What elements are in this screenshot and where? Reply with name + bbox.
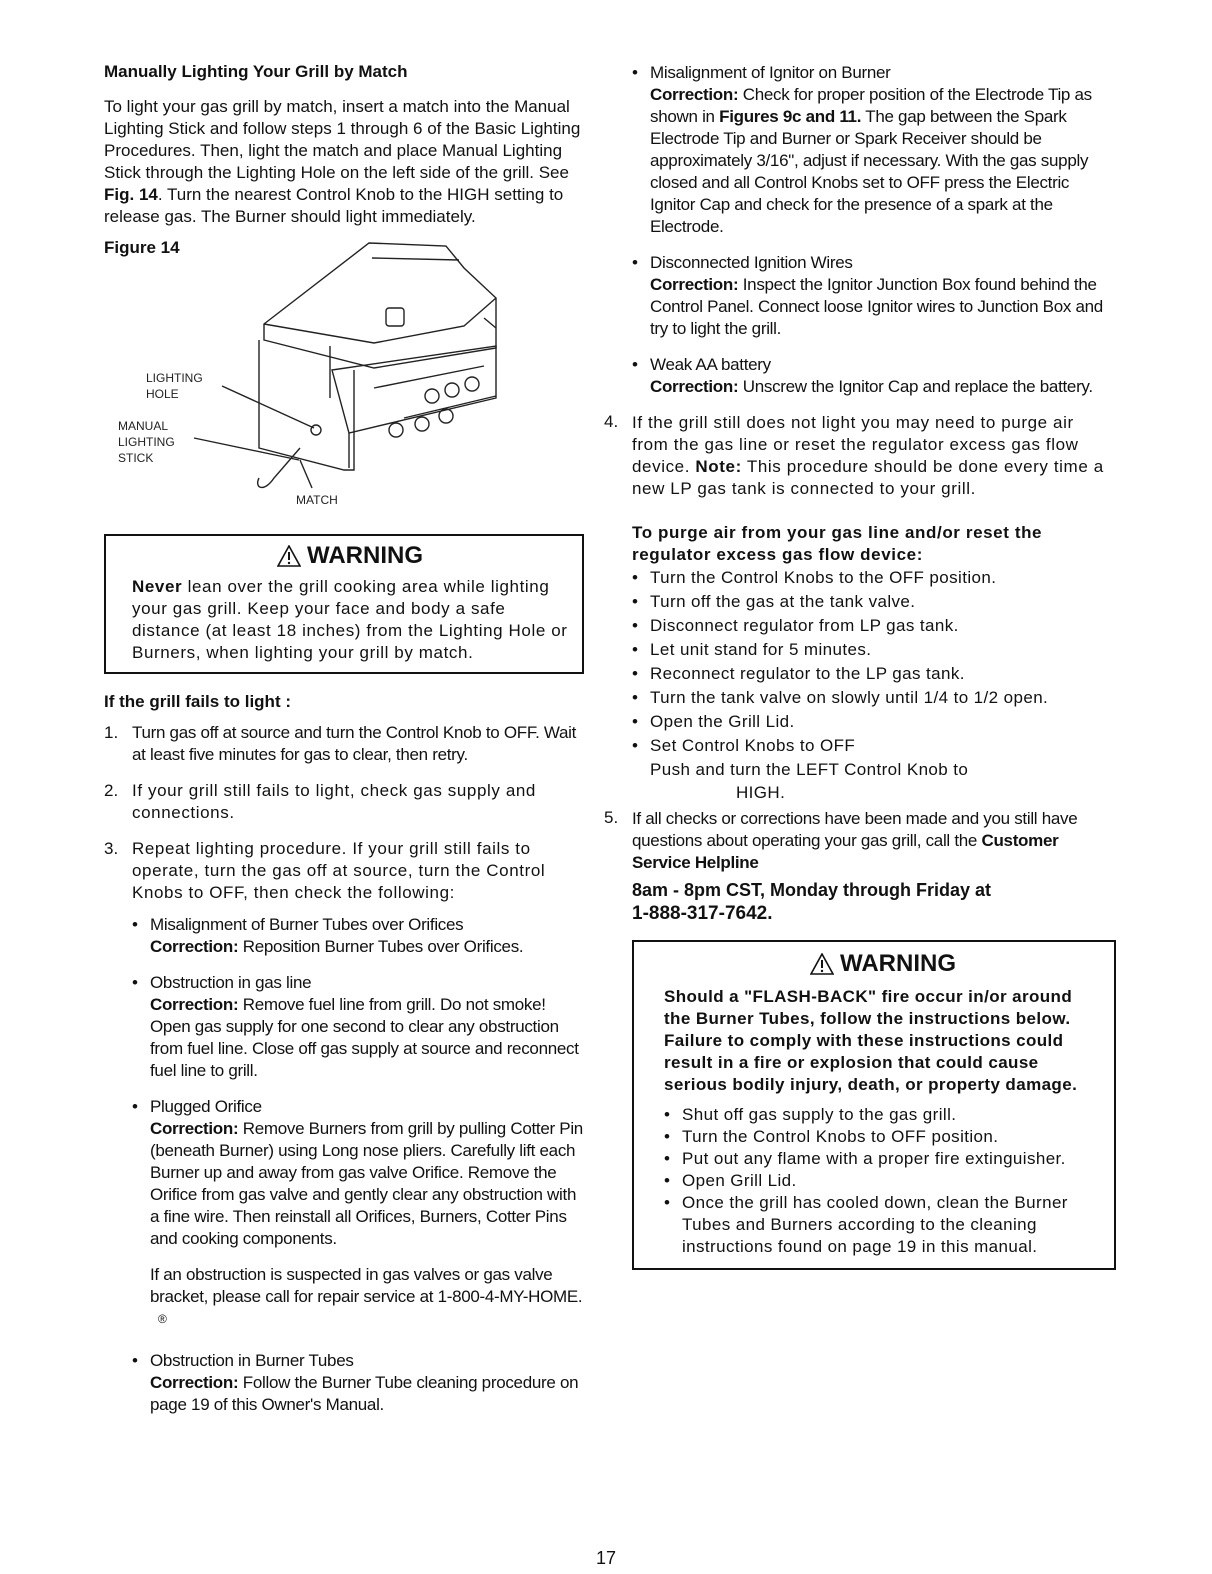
intro-text-a: To light your gas grill by match, insert a match into the Manual Lighting Stick and follow steps 1 through 6 of the Basic Lighting Procedures. Then, light the match and place Manual Lighting Stick through the Lighting Hole on the left side of the grill. See	[104, 97, 581, 182]
list-item	[132, 972, 584, 1082]
repair-note	[150, 1264, 584, 1336]
warning-lead: Never	[132, 577, 183, 596]
control-knob-5	[415, 417, 429, 431]
warning-text	[132, 576, 568, 664]
repair-note-text: If an obstruction is suspected in gas valves or gas valve bracket, please call for repair service at 1-800-4-MY-HOME.	[150, 1265, 583, 1306]
correction-label: Correction:	[650, 275, 739, 294]
warning-title	[132, 542, 568, 570]
list-item: • Turn the Control Knobs to the OFF position.	[632, 566, 1112, 590]
purge-high: HIGH.	[736, 783, 786, 802]
step-4-text-b: This procedure should be done every time a new LP gas tank is connected to your grill.	[632, 457, 1104, 498]
section-heading-manual-lighting: Manually Lighting Your Grill by Match	[104, 62, 408, 81]
step-4-note-label: Note:	[695, 457, 742, 476]
label-hole: HOLE	[146, 387, 179, 401]
flashback-warning-text: Should a "FLASH-BACK" fire occur in/or around the Burner Tubes, follow the instructions below. Failure to comply with these instructions could result in a fire or explosion that could cause serious bodily injury, death, or property damage.	[664, 987, 1078, 1094]
list-item	[632, 252, 1112, 340]
right-column	[604, 62, 1112, 1270]
list-item	[104, 838, 584, 1416]
step-number: 1.	[104, 723, 119, 742]
correction-text-a: Check for proper position of the Electrode Tip as shown in	[650, 85, 1092, 126]
manual-lighting-stick	[258, 448, 300, 487]
list-item: • Turn the tank valve on slowly until 1/4 to 1/2 open.	[632, 686, 1112, 710]
registered-mark: ®	[158, 1312, 167, 1326]
check-title: • Obstruction in gas line	[150, 973, 312, 992]
list-item	[104, 780, 584, 824]
check-title: • Obstruction in Burner Tubes	[150, 1350, 354, 1370]
list-item: • Reconnect regulator to the LP gas tank.	[632, 662, 1112, 686]
check-title: • Plugged Orifice	[150, 1097, 262, 1116]
page-number: 17	[596, 1548, 617, 1568]
correction-text: Remove Burners from grill by pulling Cotter Pin (beneath Burner) using Long nose pliers. Carefully lift each Burner up and away from gas valve Orifice. Remove the Orifice from gas valve and gently clear any obstruction with a fine wire. Then reinstall all Orifices, Burners, Cotter Pins and cooking components.	[150, 1119, 583, 1248]
intro-fig-ref: Fig. 14	[104, 185, 158, 204]
list-item	[132, 1096, 584, 1336]
purge-push: Push and turn the LEFT Control Knob to	[650, 760, 969, 779]
warning-box-match	[104, 534, 584, 674]
grill-lid	[264, 243, 496, 368]
list-item	[132, 914, 584, 958]
intro-paragraph	[104, 96, 584, 228]
list-item: • Turn off the gas at the tank valve.	[632, 590, 1112, 614]
label-lighting-2: LIGHTING	[118, 435, 175, 449]
step-4-text-a: If the grill still does not light you may need to purge air from the gas line or reset the regulator excess gas flow device.	[632, 413, 1079, 476]
check-title: • Disconnected Ignition Wires	[650, 253, 853, 272]
purge-steps-list	[632, 566, 1112, 758]
check-title: • Weak AA battery	[650, 355, 771, 374]
list-item	[132, 1350, 584, 1416]
list-item: • Set Control Knobs to OFF	[632, 734, 1112, 758]
correction-label: Correction:	[150, 1119, 239, 1138]
figure-label: Figure 14	[104, 238, 180, 257]
correction-text: Follow the Burner Tube cleaning procedure on page 19 of this Owner's Manual.	[150, 1372, 579, 1414]
control-knob-4	[389, 423, 403, 437]
correction-text: Inspect the Ignitor Junction Box found behind the Control Panel. Connect loose Ignitor wires to Junction Box and try to light the grill.	[650, 275, 1103, 338]
lighting-hole	[311, 425, 321, 435]
helpline-hours: 8am - 8pm CST, Monday through Friday at	[632, 880, 992, 900]
warning-title-text: WARNING	[307, 542, 423, 569]
control-knob-2	[445, 383, 459, 397]
correction-label: Correction:	[150, 995, 239, 1014]
step-number: 2.	[104, 781, 119, 800]
correction-text: Unscrew the Ignitor Cap and replace the battery.	[738, 377, 1093, 396]
correction-label: Correction:	[150, 937, 239, 956]
check-title: • Misalignment of Ignitor on Burner	[650, 63, 891, 82]
list-item	[104, 722, 584, 766]
step-5	[604, 808, 1112, 926]
label-match: MATCH	[296, 493, 338, 507]
label-stick: STICK	[118, 451, 154, 465]
figure-14	[104, 238, 584, 534]
warning-box-flashback	[632, 940, 1116, 1270]
list-item: • Put out any flame with a proper fire extinguisher.	[664, 1148, 1102, 1170]
step-number: 5.	[604, 808, 619, 827]
warning-body: lean over the grill cooking area while lighting your gas grill. Keep your face and body a safe distance (at least 18 inches) from the Lighting Hole or Burners, when lighting your grill by match.	[132, 577, 568, 662]
control-knob-1	[425, 389, 439, 403]
step-4	[604, 412, 1112, 500]
control-knob-3	[465, 377, 479, 391]
list-item: • Once the grill has cooled down, clean the Burner Tubes and Burners according to the cleaning instructions found on page 19 in this manual.	[664, 1192, 1102, 1258]
label-lighting: LIGHTING	[146, 371, 203, 385]
warning-triangle-icon	[810, 953, 834, 975]
checks-list	[132, 914, 584, 1416]
list-item: • Turn the Control Knobs to OFF position.	[664, 1126, 1102, 1148]
helpline-label: Customer Service Helpline	[632, 831, 1059, 872]
correction-label: Correction:	[650, 377, 739, 396]
correction-label: Correction:	[650, 85, 739, 104]
flashback-steps-list	[664, 1104, 1102, 1258]
list-item	[632, 62, 1112, 238]
helpline-phone: 1-888-317-7642.	[632, 903, 773, 924]
list-item: • Let unit stand for 5 minutes.	[632, 638, 1112, 662]
intro-text-b: . Turn the nearest Control Knob to the HIGH setting to release gas. The Burner should light immediately.	[104, 185, 564, 226]
list-item: • Disconnect regulator from LP gas tank.	[632, 614, 1112, 638]
list-item: • Open Grill Lid.	[664, 1170, 1102, 1192]
list-item: • Shut off gas supply to the gas grill.	[664, 1104, 1102, 1126]
label-manual: MANUAL	[118, 419, 169, 433]
fail-heading: If the grill fails to light :	[104, 692, 291, 711]
figures-ref: Figures 9c and 11.	[719, 107, 862, 126]
correction-text: Remove fuel line from grill. Do not smoke! Open gas supply for one second to clear any obstruction from fuel line. Close off gas supply at source and reconnect fuel line to grill.	[150, 995, 579, 1080]
correction-text-b: The gap between the Spark Electrode Tip and Burner or Spark Receiver should be approximately 3/16", adjust if necessary. With the gas supply closed and all Control Knobs set to OFF press the Electric Ignitor Cap and check for the presence of a spark at the Electrode.	[650, 107, 1089, 236]
fail-steps-list	[104, 722, 584, 1416]
right-checks-list	[632, 62, 1112, 398]
warning-title	[664, 950, 1102, 978]
step-number: 3.	[104, 839, 119, 858]
left-column	[104, 62, 584, 1430]
correction-text: Reposition Burner Tubes over Orifices.	[238, 937, 524, 956]
step-text: If your grill still fails to light, check gas supply and connections.	[132, 781, 536, 822]
correction-label: Correction:	[150, 1372, 239, 1392]
phone-number: 1-888-317-7642	[632, 903, 768, 924]
control-knob-6	[439, 409, 453, 423]
list-item	[632, 354, 1112, 398]
warning-triangle-icon	[277, 545, 301, 567]
control-panel	[332, 346, 496, 433]
warning-title-text: WARNING	[840, 950, 956, 977]
lid-badge	[386, 308, 404, 326]
purge-heading: To purge air from your gas line and/or reset the regulator excess gas flow device:	[632, 523, 1043, 564]
step-number: 4.	[604, 412, 619, 431]
check-title: • Misalignment of Burner Tubes over Orifices	[150, 915, 464, 934]
list-item: • Open the Grill Lid.	[632, 710, 1112, 734]
step-text: Turn gas off at source and turn the Control Knob to OFF. Wait at least five minutes for gas to clear, then retry.	[132, 723, 577, 764]
step-5-text: If all checks or corrections have been made and you still have questions about operating your gas grill, call the	[632, 809, 1078, 850]
grill-illustration	[104, 238, 584, 534]
step-text: Repeat lighting procedure. If your grill still fails to operate, turn the gas off at source, turn the Control Knobs to OFF, then check the following:	[132, 839, 546, 902]
